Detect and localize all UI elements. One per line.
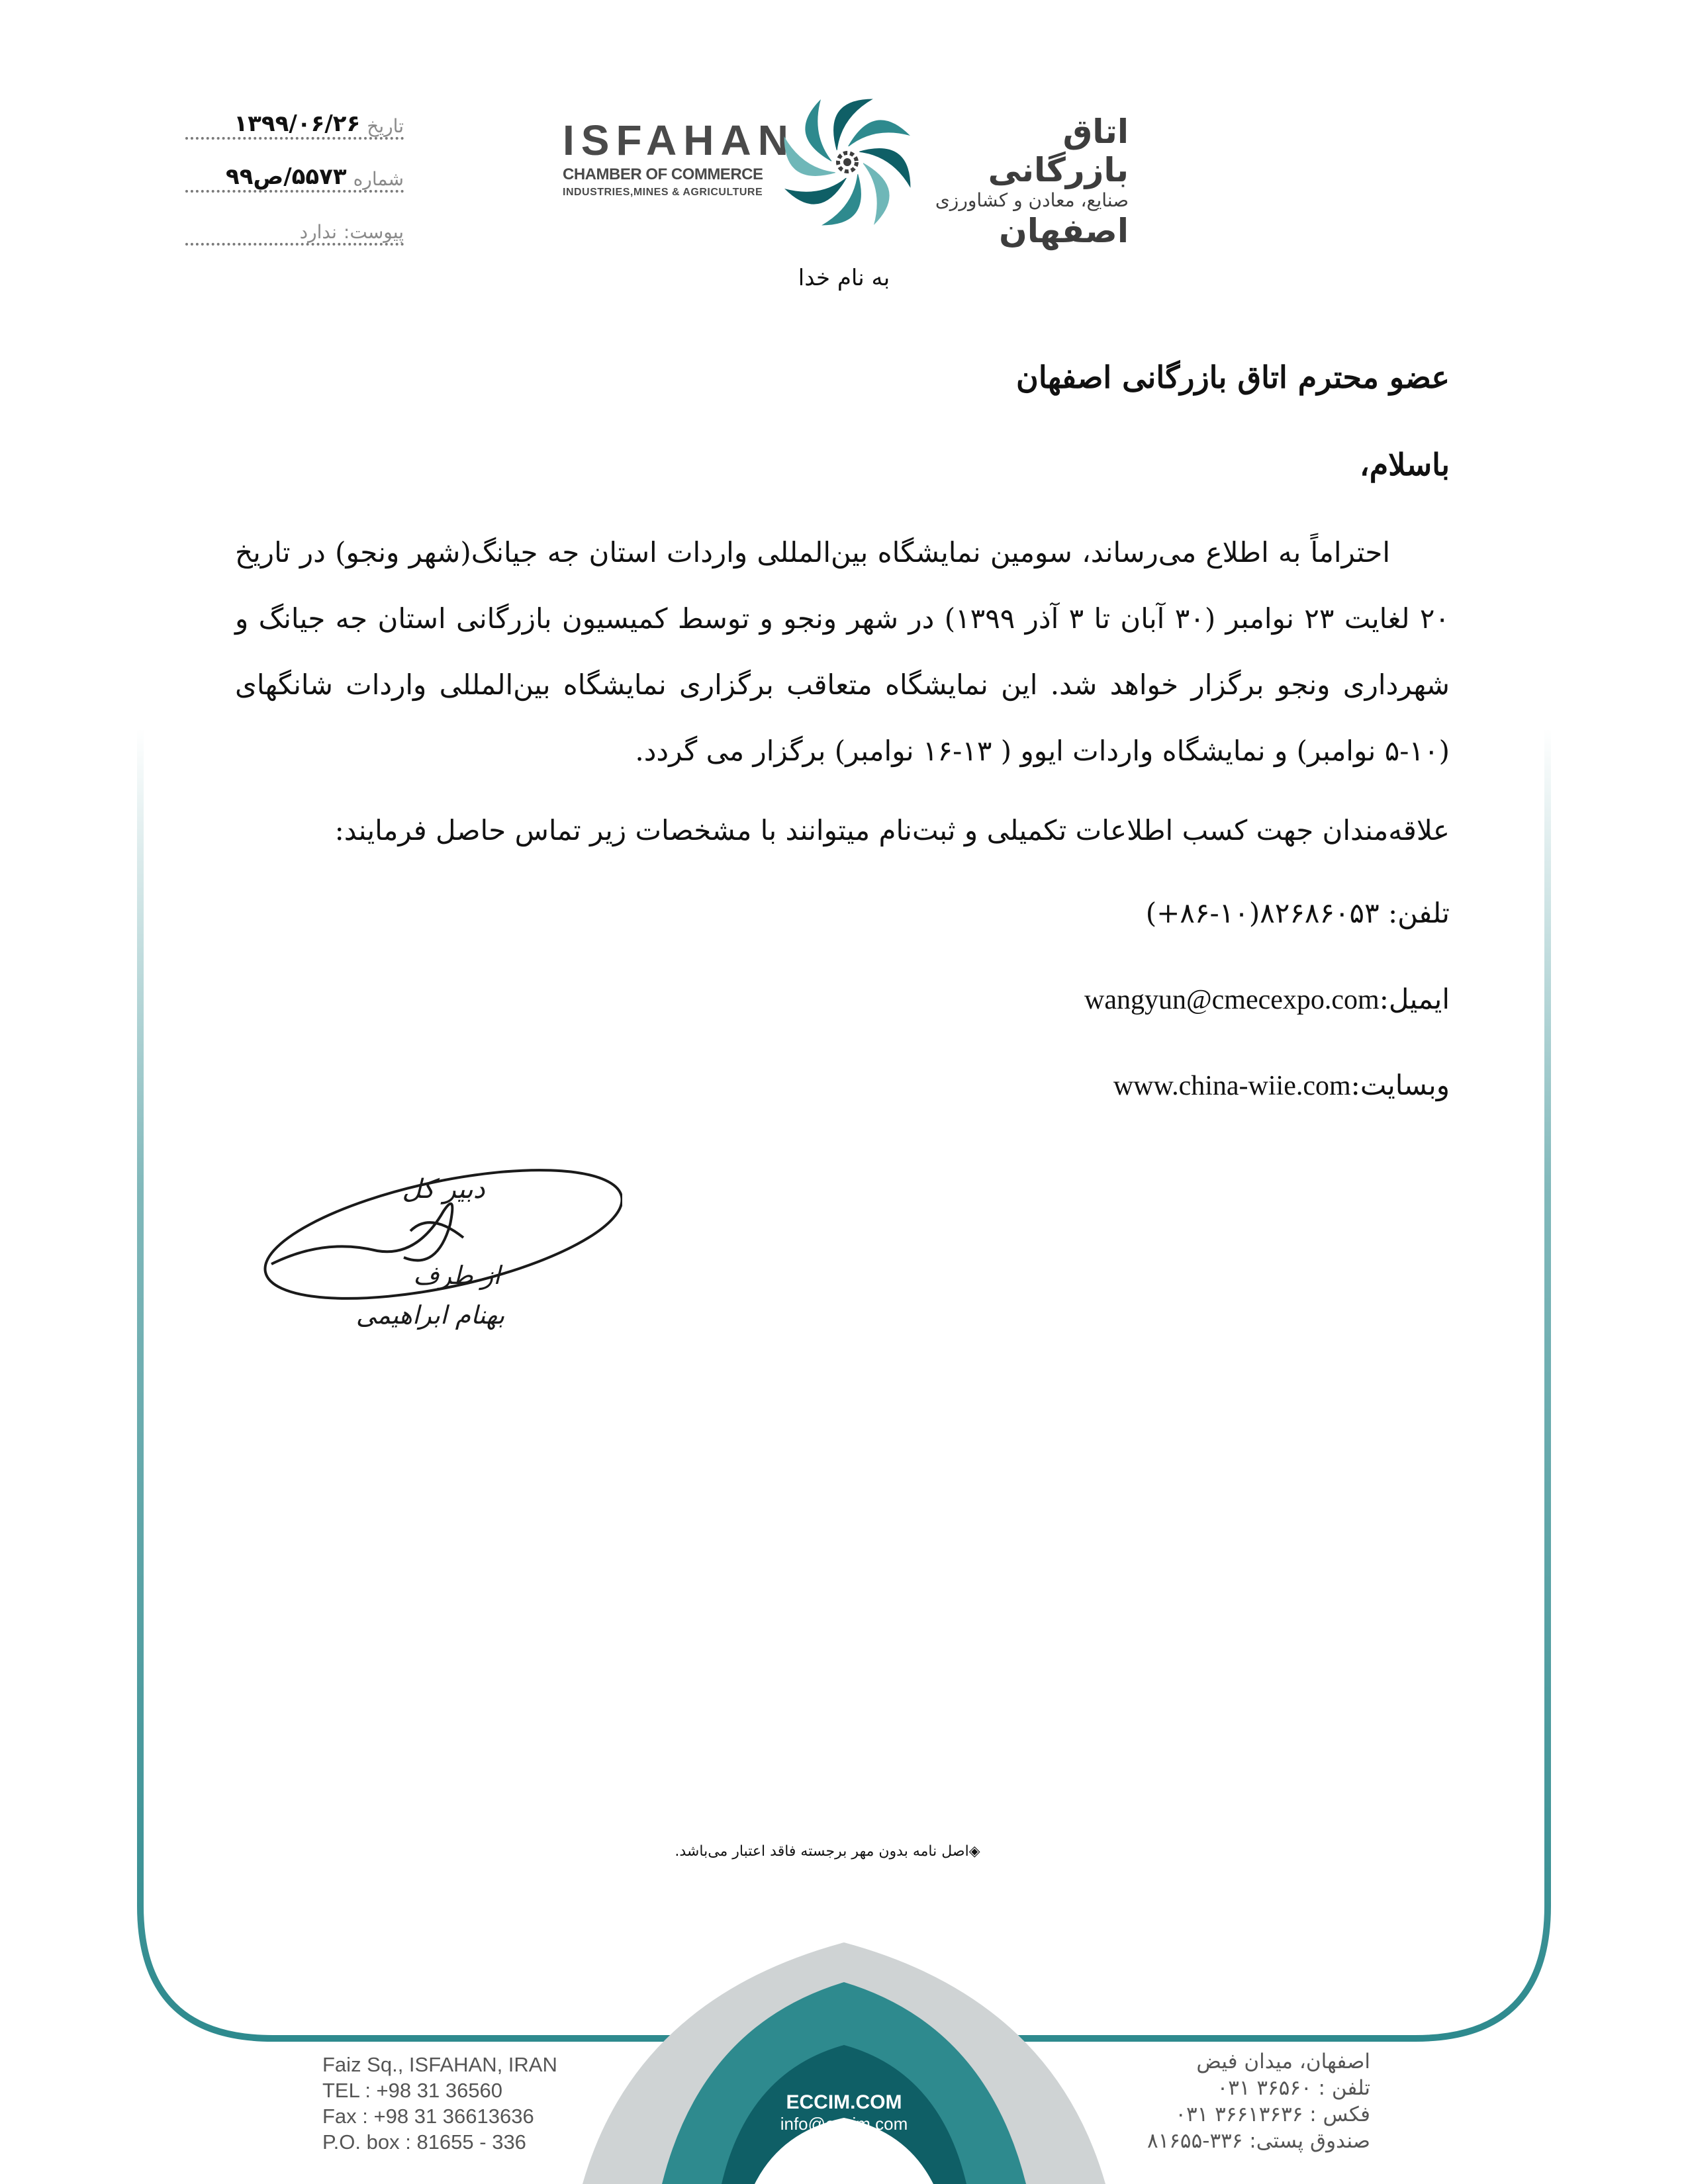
logo-en-line2: CHAMBER OF COMMERCE [563,165,763,183]
email-label: ایمیل: [1379,983,1450,1015]
phone-label: تلفن: [1388,897,1450,929]
number-value: ۵۵۷۳/ص۹۹ [225,163,347,190]
letter-meta [185,89,404,248]
date-row [185,89,404,140]
logo-english [563,116,795,199]
footer-web [745,2091,943,2134]
email-line [1084,983,1450,1016]
logo-flower-icon [778,93,917,232]
website-link[interactable]: www.china-wiie.com [1113,1071,1351,1101]
letter-body [235,357,1450,1101]
interested-line: علاقه‌مندان جهت کسب اطلاعات تکمیلی و ثبت‌نام میتوانند با مشخصات زیر تماس حاصل فرمایند: [334,814,1450,846]
phone-value: ۸۲۶۸۶۰۵۳(۱۰-۸۶+) [1145,897,1380,929]
signature-on-behalf: از طرف [413,1261,500,1290]
footer-fa-fax: فکس : ۳۶۶۱۳۶۳۶ ۰۳۱ [1175,2103,1370,2126]
logo-en-line1: ISFAHAN [563,116,795,164]
logo-en-line3: INDUSTRIES,MINES & AGRICULTURE [563,187,763,198]
phone-line [1146,897,1450,929]
footer-ornament [583,1942,1105,2184]
main-paragraph: احتراماً به اطلاع می‌رساند، سومین نمایشگاه بین‌المللی واردات استان جه جیانگ(شهر ونجو) در تاریخ ۲۰ لغایت ۲۳ نوامبر (۳۰ آبان تا ۳ آذر ۱۳۹۹) در شهر ونجو و توسط کمیسیون بازرگانی استان جه جیانگ و شهرداری ونجو برگزار خواهد شد. این نمایشگاه متعاقب برگزاری نمایشگاه بین‌المللی واردات شانگهای (۱۰-۵ نوامبر) و نمایشگاه واردات ایوو ( ۱۳-۱۶ نوامبر) برگزار می گردد. [235,536,1450,767]
website-label: وبسایت: [1350,1069,1450,1101]
attachment-value: ندارد [299,221,337,243]
attachment-row [185,195,404,246]
footer-english [322,2052,600,2155]
number-label: شماره [353,168,404,190]
signature-name: بهنام ابراهیمی [355,1300,505,1330]
attachment-label: پیوست: [343,221,404,243]
footer-fa-po: صندوق پستی: ۳۳۶-۸۱۶۵۵ [1147,2129,1370,2153]
footer-en-po: P.O. box : 81655 - 336 [322,2130,526,2154]
footer-en-address: Faiz Sq., ISFAHAN, IRAN [322,2053,557,2076]
date-value: ۱۳۹۹/۰۶/۲۶ [234,111,361,137]
footer-website-link[interactable]: ECCIM.COM [786,2091,902,2113]
logo-persian [923,113,1129,250]
logo-fa-line3: اصفهان [999,212,1129,250]
number-row [185,142,404,193]
footer-persian [1086,2048,1370,2154]
chamber-logo [563,93,1132,250]
footer-en-fax: Fax : +98 31 36613636 [322,2105,534,2128]
validity-footnote: ◈اصل نامه بدون مهر برجسته فاقد اعتبار می‌باشد. [675,1843,980,1860]
signature [245,1152,622,1350]
greeting: باسلام، [1359,447,1450,482]
signature-title: دبیر کل [402,1174,485,1205]
footer-email-link[interactable]: info@eccim.com [780,2114,908,2134]
footer-fa-address: اصفهان، میدان فیض [1196,2050,1370,2073]
date-label: تاریخ [367,115,404,137]
recipient: عضو محترم اتاق بازرگانی اصفهان [1016,359,1450,395]
footer-en-tel: TEL : +98 31 36560 [322,2079,503,2102]
logo-fa-line2: صنایع، معادن و کشاورزی [935,189,1129,211]
website-line [1113,1069,1450,1102]
logo-fa-line1: اتاق بازرگانی [988,113,1129,189]
footer-fa-tel: تلفن : ۳۶۵۶۰ ۰۳۱ [1217,2076,1370,2100]
basmala: به نام خدا [798,265,890,291]
email-link[interactable]: wangyun@cmecexpo.com [1084,985,1380,1015]
